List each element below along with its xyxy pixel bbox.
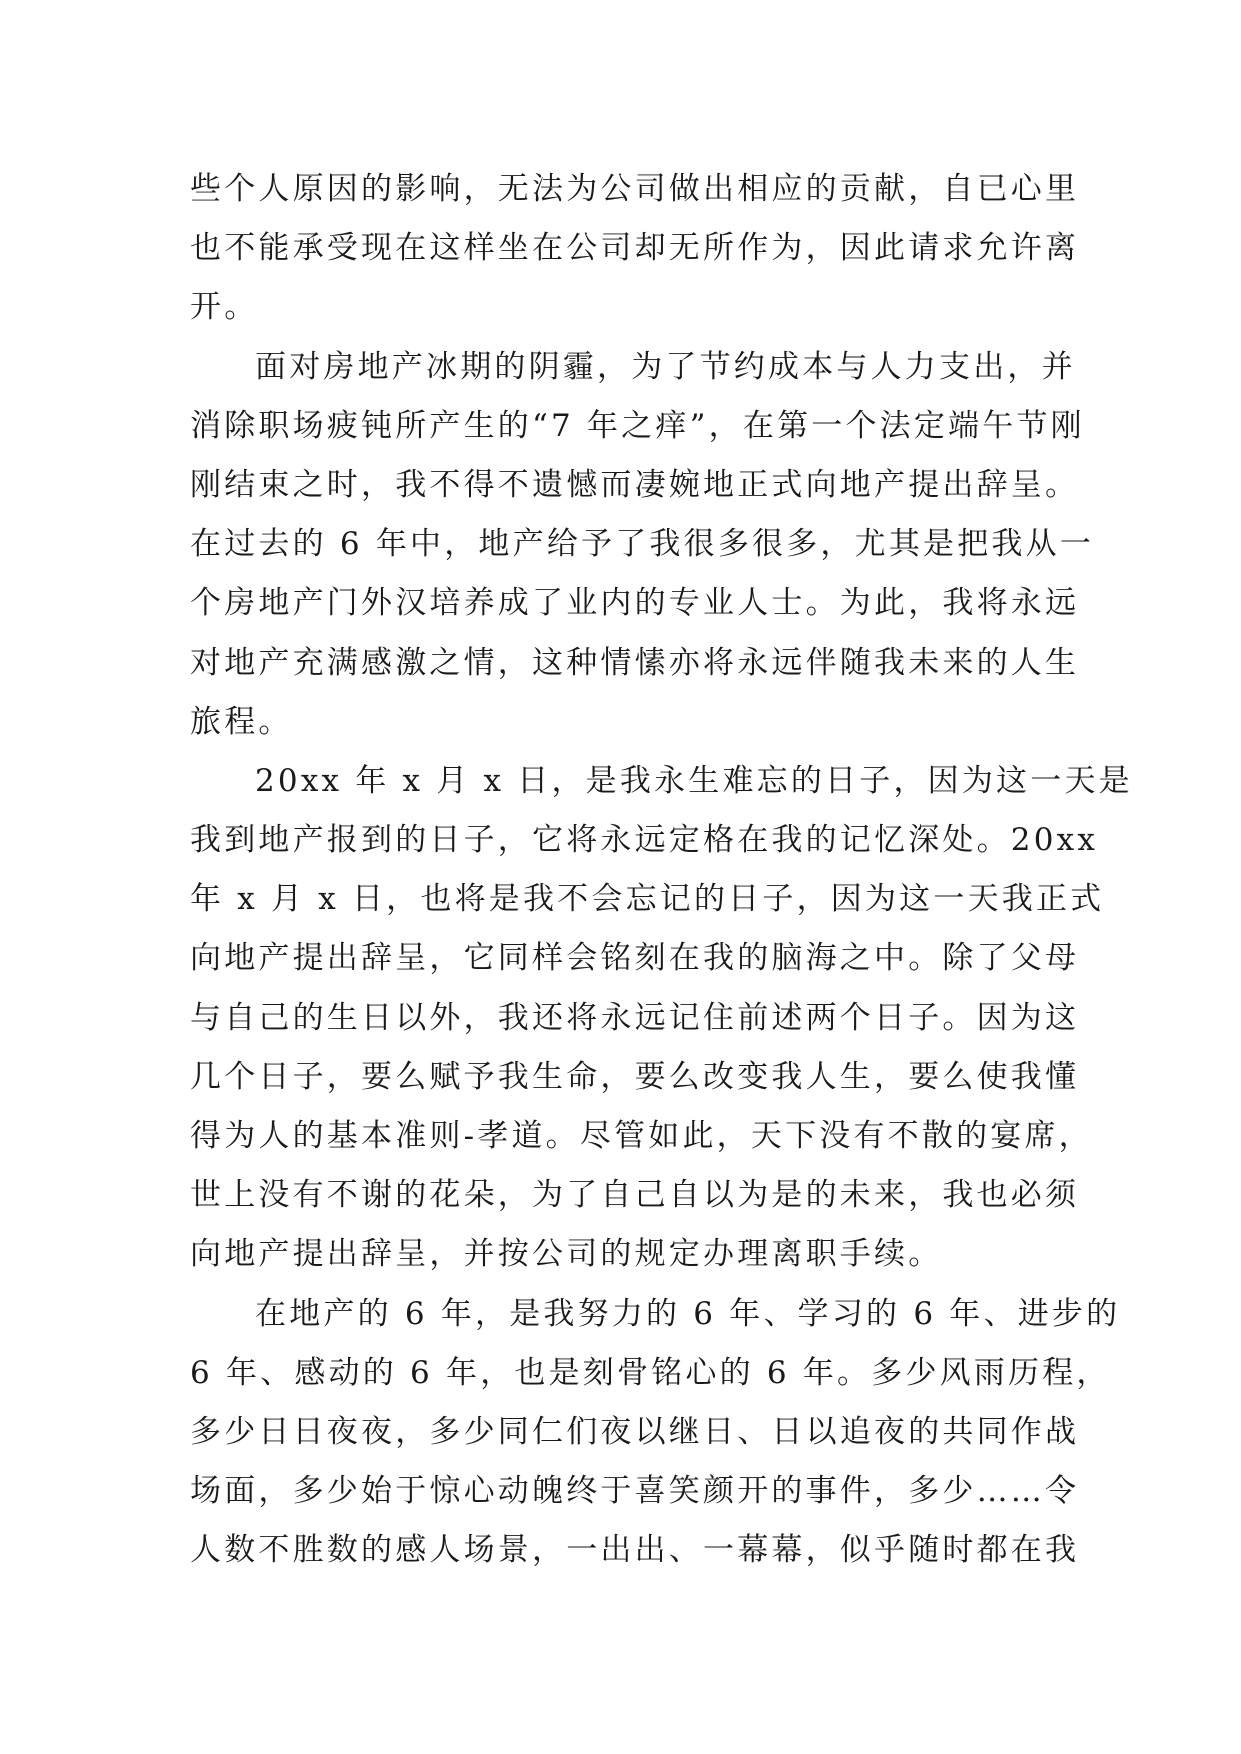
text-line: 些个人原因的影响，无法为公司做出相应的贡献，自已心里 <box>190 171 1080 207</box>
text-line: 与自己的生日以外，我还将永远记住前述两个日子。因为这 <box>190 999 1080 1036</box>
text-line: 面对房地产冰期的阴霾，为了节约成本与人力支出，并 <box>255 348 1076 385</box>
text-line: 开。 <box>190 289 259 326</box>
text-line: 向地产提出辞呈，并按公司的规定办理离职手续。 <box>190 1236 943 1273</box>
text-line: 个房地产门外汉培养成了业内的专业人士。为此，我将永远 <box>190 585 1080 622</box>
text-line: 20xx 年 x 月 x 日，是我永生难忘的日子，因为这一天是 <box>255 762 1133 799</box>
text-line: 我到地产报到的日子，它将永远定格在我的记忆深处。20xx <box>190 822 1099 859</box>
text-line: 旅程。 <box>190 703 293 740</box>
text-line: 在过去的 6 年中，地产给予了我很多很多，尤其是把我从一 <box>190 526 1095 563</box>
text-line: 6 年、感动的 6 年，也是刻骨铭心的 6 年。多少风雨历程， <box>190 1354 1111 1391</box>
text-line: 也不能承受现在这样坐在公司却无所作为，因此请求允许离 <box>190 230 1080 267</box>
text-line: 对地产充满感激之情，这种情愫亦将永远伴随我未来的人生 <box>190 644 1080 681</box>
text-line: 年 x 月 x 日，也将是我不会忘记的日子，因为这一天我正式 <box>190 881 1105 918</box>
body-text <box>190 160 1133 1581</box>
text-line: 多少日日夜夜，多少同仁们夜以继日、日以追夜的共同作战 <box>190 1413 1080 1450</box>
text-line: 世上没有不谢的花朵，为了自己自以为是的未来，我也必须 <box>190 1177 1080 1214</box>
text-line: 得为人的基本准则-孝道。尽管如此，天下没有不散的宴席， <box>190 1118 1093 1154</box>
text-line: 刚结束之时，我不得不遗憾而凄婉地正式向地产提出辞呈。 <box>190 466 1080 503</box>
text-line: 在地产的 6 年，是我努力的 6 年、学习的 6 年、进步的 <box>255 1295 1121 1332</box>
text-line: 场面，多少始于惊心动魄终于喜笑颜开的事件，多少……令 <box>190 1473 1080 1510</box>
text-line: 向地产提出辞呈，它同样会铭刻在我的脑海之中。除了父母 <box>190 940 1080 977</box>
text-line: 消除职场疲钝所产生的“7 年之痒”，在第一个法定端午节刚 <box>190 407 1085 444</box>
text-line: 人数不胜数的感人场景，一出出、一幕幕，似乎随时都在我 <box>190 1532 1080 1569</box>
text-line: 几个日子，要么赋予我生命，要么改变我人生，要么使我懂 <box>190 1058 1080 1095</box>
